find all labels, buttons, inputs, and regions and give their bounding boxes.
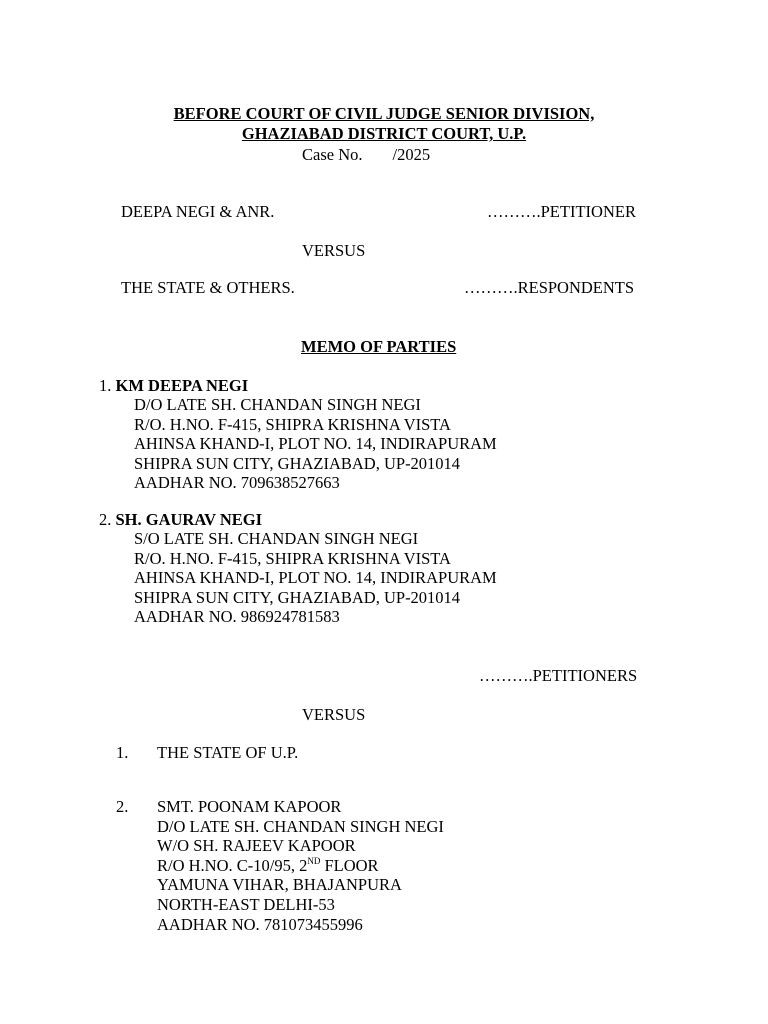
petitioner-1-address-line: SHIPRA SUN CITY, GHAZIABAD, UP-201014 bbox=[134, 453, 461, 473]
petitioners-label: ……….PETITIONERS bbox=[479, 666, 638, 685]
petitioner-1-number: 1. bbox=[99, 376, 112, 395]
petitioner-2-name: SH. GAURAV NEGI bbox=[115, 510, 263, 529]
case-number bbox=[302, 145, 430, 165]
petitioner-name: DEEPA NEGI & ANR. bbox=[121, 202, 275, 221]
respondent-2-name: SMT. POONAM KAPOOR bbox=[157, 797, 342, 816]
respondent-1-number: 1. bbox=[116, 743, 129, 762]
respondent-label: ……….RESPONDENTS bbox=[464, 278, 635, 297]
case-label: Case No. bbox=[302, 145, 363, 164]
petitioner-2-address-line: R/O. H.NO. F-415, SHIPRA KRISHNA VISTA bbox=[134, 548, 451, 568]
respondent-2-address-line bbox=[157, 856, 444, 876]
respondent-2-floor: FLOOR bbox=[320, 855, 379, 875]
respondent-2-address-line: YAMUNA VIHAR, BHAJANPURA bbox=[157, 875, 402, 895]
petitioner-label: ……….PETITIONER bbox=[487, 202, 636, 221]
petitioner-1-heading bbox=[99, 376, 248, 396]
respondent-2-floor-superscript: ND bbox=[307, 855, 321, 866]
respondent-2-details bbox=[157, 797, 444, 934]
versus-label-2: VERSUS bbox=[302, 705, 366, 724]
respondent-2-address-line: NORTH-EAST DELHI-53 bbox=[157, 894, 335, 914]
petitioner-2-aadhar: AADHAR NO. 986924781583 bbox=[134, 607, 340, 627]
petitioner-1-parentage: D/O LATE SH. CHANDAN SINGH NEGI bbox=[134, 395, 421, 414]
respondent-name: THE STATE & OTHERS. bbox=[121, 278, 295, 297]
court-heading-line-2: GHAZIABAD DISTRICT COURT, U.P. bbox=[241, 124, 527, 143]
petitioner-2-details bbox=[134, 529, 497, 627]
petitioner-2-heading bbox=[99, 510, 262, 530]
versus-label: VERSUS bbox=[302, 241, 366, 260]
respondent-2-aadhar: AADHAR NO. 781073455996 bbox=[157, 914, 363, 934]
respondent-2-parentage: D/O LATE SH. CHANDAN SINGH NEGI bbox=[157, 816, 444, 836]
case-year: /2025 bbox=[392, 145, 431, 164]
respondent-2-number: 2. bbox=[116, 797, 129, 816]
petitioner-2-address-line: SHIPRA SUN CITY, GHAZIABAD, UP-201014 bbox=[134, 587, 461, 607]
petitioner-1-address-line: AHINSA KHAND-I, PLOT NO. 14, INDIRAPURAM bbox=[134, 434, 497, 454]
court-heading-line-1: BEFORE COURT OF CIVIL JUDGE SENIOR DIVISION, bbox=[173, 104, 595, 123]
petitioner-1-name: KM DEEPA NEGI bbox=[115, 376, 249, 395]
petitioner-2-address-line: AHINSA KHAND-I, PLOT NO. 14, INDIRAPURAM bbox=[134, 568, 497, 588]
petitioner-2-parentage: S/O LATE SH. CHANDAN SINGH NEGI bbox=[134, 529, 419, 548]
petitioner-1-details bbox=[134, 395, 497, 493]
petitioner-1-address-line: R/O. H.NO. F-415, SHIPRA KRISHNA VISTA bbox=[134, 414, 451, 434]
memo-title: MEMO OF PARTIES bbox=[301, 337, 457, 356]
respondent-2-house-number: R/O H.NO. C-10/95, 2 bbox=[157, 855, 308, 875]
petitioner-1-aadhar: AADHAR NO. 709638527663 bbox=[134, 473, 340, 493]
respondent-2-spouse: W/O SH. RAJEEV KAPOOR bbox=[157, 836, 356, 856]
petitioner-2-number: 2. bbox=[99, 510, 112, 529]
respondent-1-name: THE STATE OF U.P. bbox=[157, 743, 299, 762]
